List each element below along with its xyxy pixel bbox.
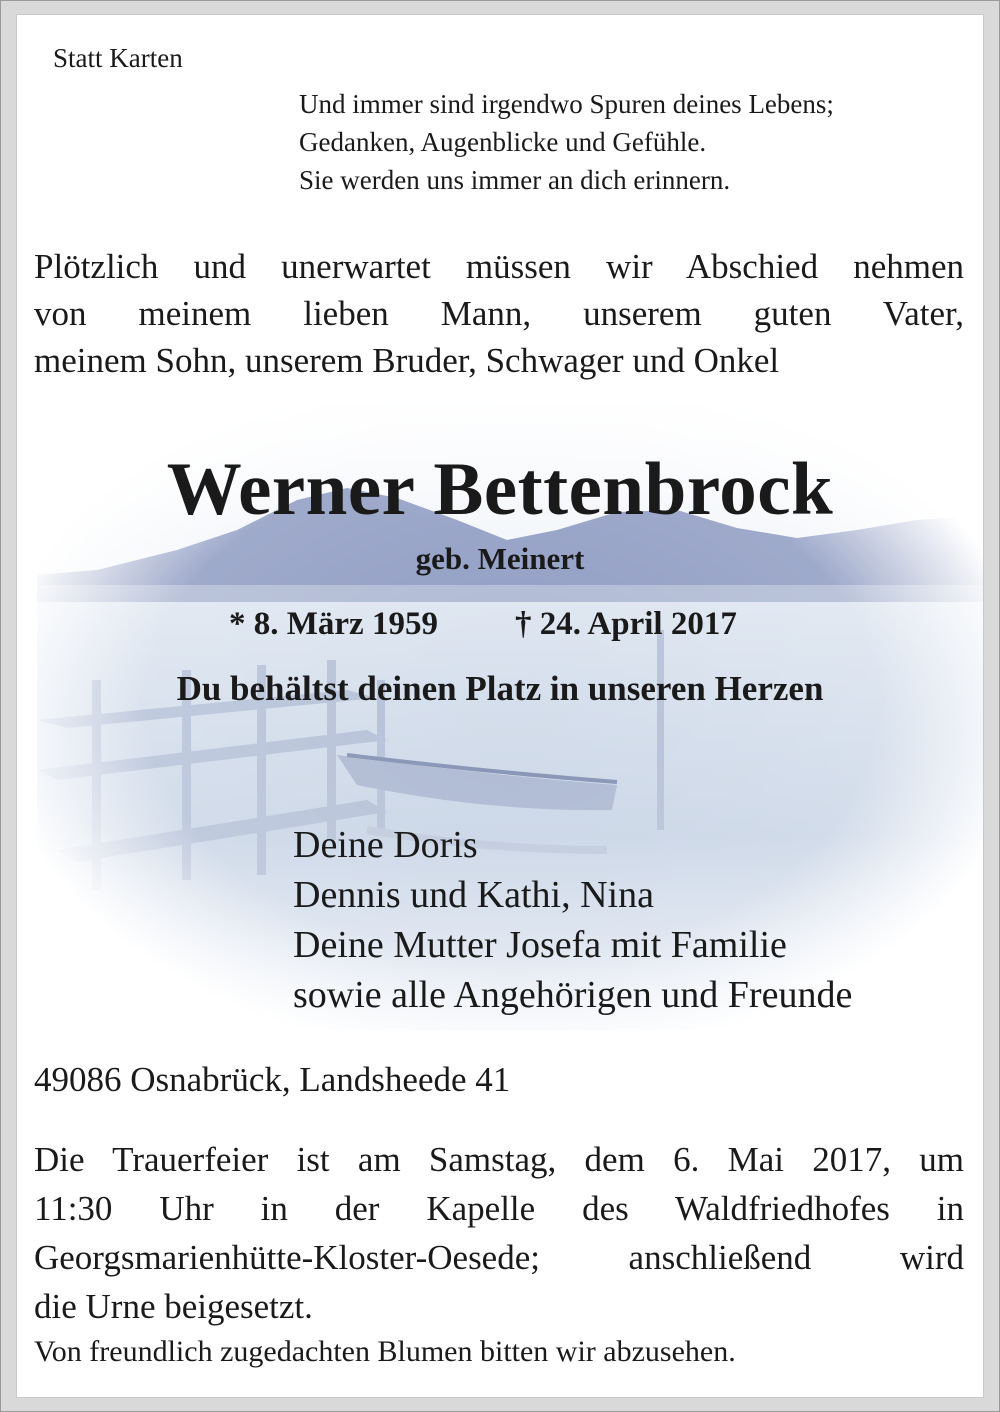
header-statt-karten: Statt Karten	[53, 43, 183, 73]
maiden-name: geb. Meinert	[415, 541, 585, 576]
intro-line: von meinem lieben Mann, unserem guten Vater,	[34, 294, 964, 333]
family-line: Dennis und Kathi, Nina	[293, 874, 654, 916]
death-date: † 24. April 2017	[515, 606, 737, 642]
poem	[299, 85, 834, 199]
address: 49086 Osnabrück, Landsheede 41	[34, 1060, 511, 1099]
poem-line: Sie werden uns immer an dich erinnern.	[299, 165, 731, 195]
family-line: sowie alle Angehörigen und Freunde	[293, 974, 853, 1016]
poem-line: Gedanken, Augenblicke und Gefühle.	[299, 127, 707, 157]
funeral-line: Die Trauerfeier ist am Samstag, dem 6. Mai 2017, um	[34, 1140, 964, 1179]
intro-line: meinem Sohn, unserem Bruder, Schwager und Onkel	[34, 341, 780, 380]
intro-line: Plötzlich und unerwartet müssen wir Abschied nehmen	[34, 247, 964, 286]
intro-text	[34, 243, 964, 384]
family-line: Deine Doris	[293, 824, 478, 866]
poem-line: Und immer sind irgendwo Spuren deines Lebens;	[299, 89, 834, 119]
funeral-line: 11:30 Uhr in der Kapelle des Waldfriedhofes in	[34, 1189, 964, 1228]
family-line: Deine Mutter Josefa mit Familie	[293, 924, 787, 966]
funeral-line: die Urne beigesetzt.	[34, 1287, 313, 1326]
funeral-line: Georgsmarienhütte-Kloster-Oesede; anschließend wird	[34, 1238, 964, 1277]
funeral-info	[34, 1135, 964, 1331]
flowers-note: Von freundlich zugedachten Blumen bitten wir abzusehen.	[34, 1335, 736, 1368]
motto: Du behältst deinen Platz in unseren Herzen	[176, 669, 824, 708]
family-signatures	[293, 820, 852, 1020]
obituary-page	[17, 15, 983, 1397]
birth-date: * 8. März 1959	[229, 606, 438, 642]
deceased-name: Werner Bettenbrock	[166, 448, 834, 531]
